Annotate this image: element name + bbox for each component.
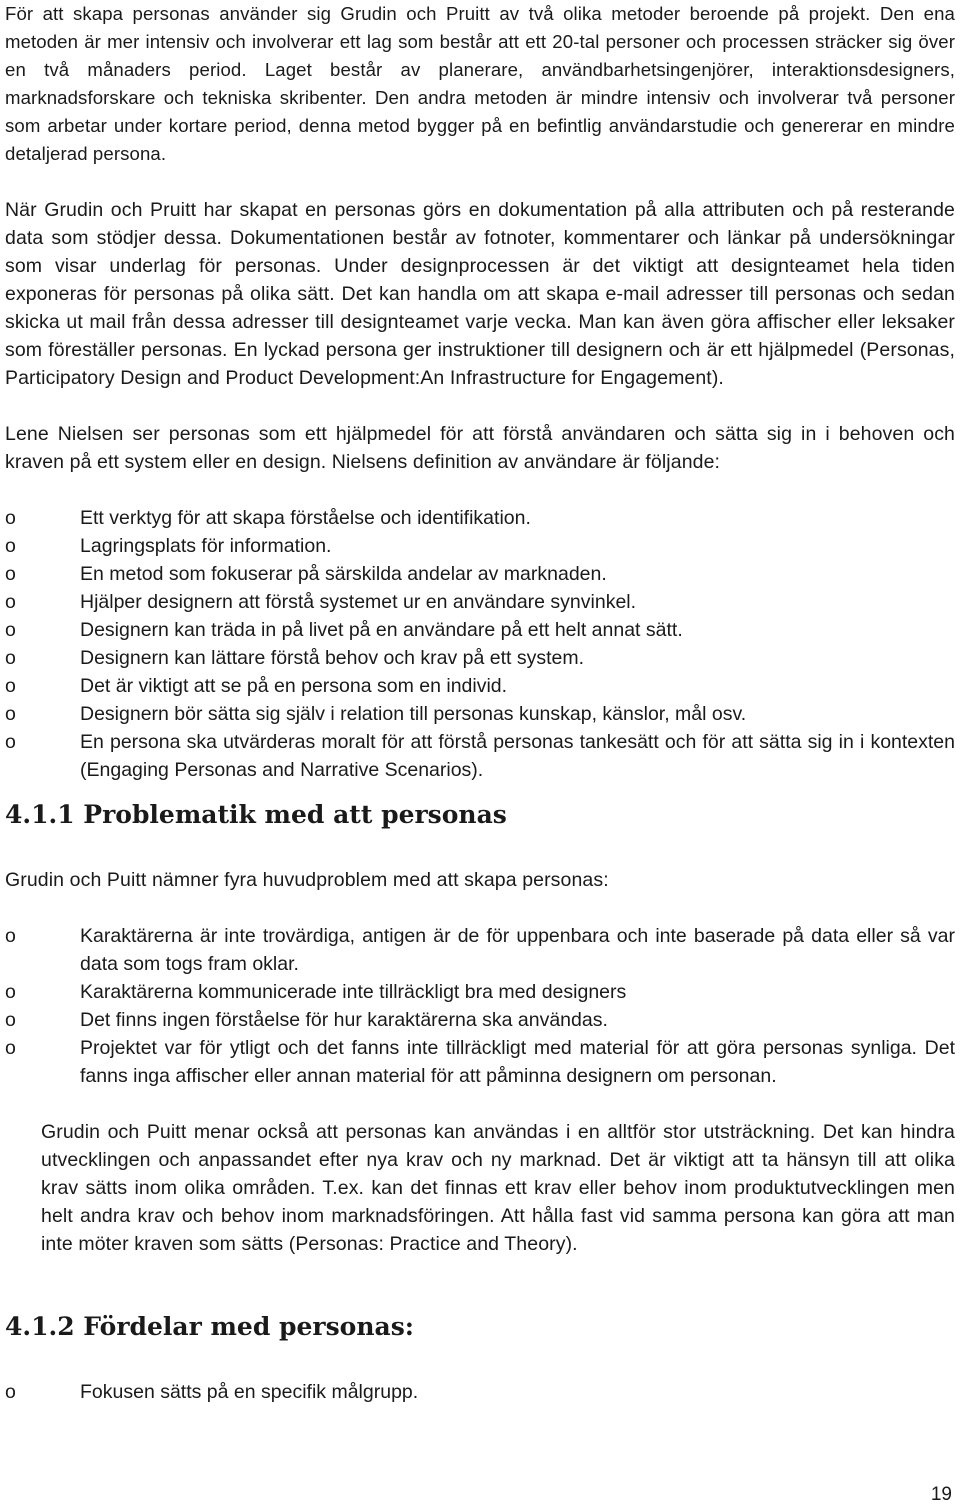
list-item: o Karaktärerna kommunicerade inte tillräckligt bra med designers [5,978,955,1006]
list-item: o Hjälper designern att förstå systemet ur en användare synvinkel. [5,588,955,616]
section-heading-fordelar: 4.1.2 Fördelar med personas: [5,1312,415,1341]
bullet-icon: o [5,1037,16,1059]
paragraph-problems-intro: Grudin och Puitt nämner fyra huvudproblem med att skapa personas: [5,869,609,891]
list-item: o Karaktärerna är inte trovärdiga, antigen är de för uppenbara och inte baserade på data eller så var data som togs fram oklar. [5,922,955,978]
page-number: 19 [930,1484,952,1505]
section-heading-problematik: 4.1.1 Problematik med att personas [5,800,507,829]
bullet-icon: o [5,1381,16,1403]
list-item: o Lagringsplats för information. [5,532,955,560]
list-item: o En metod som fokuserar på särskilda andelar av marknaden. [5,560,955,588]
list-item: o En persona ska utvärderas moralt för att förstå personas tankesätt och för att sätta sig in i kontexten (Engaging Personas and Narrative Scenarios). [5,728,955,784]
bullet-icon: o [5,619,16,641]
advantages-list [5,1378,955,1406]
list-item: o Det är viktigt att se på en persona som en individ. [5,672,955,700]
bullet-icon: o [5,731,16,753]
paragraph-overuse: Grudin och Puitt menar också att personas kan användas i en alltför stor utsträckning. Det kan hindra utvecklingen och anpassandet efter nya krav och ny marknad. Det är viktigt att ta hänsyn till att olika krav sätts inom olika områden. T.ex. kan det finnas ett krav eller behov inom produktutvecklingen men helt andra krav och behov inom marknadsföringen. Att hålla fast vid samma persona kan göra att man inte möter kraven som sätts (Personas: Practice and Theory). [41,1121,955,1255]
list-item: o Fokusen sätts på en specifik målgrupp. [5,1378,955,1406]
paragraph-documentation: När Grudin och Pruitt har skapat en personas görs en dokumentation på alla attributen och på resterande data som stödjer dessa. Dokumentationen består av fotnoter, kommentarer och länkar på undersökningar som visar underlag för personas. Under designprocessen är det viktigt att designteamet hela tiden exponeras för personas på olika sätt. Det kan handla om att skapa e-mail adresser till personas och sedan skicka ut mail från dessa adresser till designteamet varje vecka. Man kan även göra affischer eller leksaker som föreställer personas. En lyckad persona ger instruktioner till designern och är ett hjälpmedel (Personas, Participatory Design and Product Development:An Infrastructure for Engagement). [5,199,955,389]
list-item: o Projektet var för ytligt och det fanns inte tillräckligt med material för att göra personas synliga. Det fanns inga affischer eller annan material för att påminna designern om personan. [5,1034,955,1090]
list-item: o Designern kan träda in på livet på en användare på ett helt annat sätt. [5,616,955,644]
bullet-icon: o [5,535,16,557]
definition-list [5,504,955,784]
bullet-icon: o [5,925,16,947]
bullet-icon: o [5,507,16,529]
bullet-icon: o [5,703,16,725]
bullet-icon: o [5,675,16,697]
list-item: o Designern bör sätta sig själv i relation till personas kunskap, känslor, mål osv. [5,700,955,728]
bullet-icon: o [5,647,16,669]
paragraph-methods: För att skapa personas använder sig Grudin och Pruitt av två olika metoder beroende på projekt. Den ena metoden är mer intensiv och involverar ett lag som består att ett 20-tal personer och processen sträcker sig över en två månaders period. Laget består av planerare, användbarhetsingenjörer, interaktionsdesigners, marknadsforskare och tekniska skribenter. Den andra metoden är mindre intensiv och involverar två personer som arbetar under kortare period, denna metod bygger på en befintlig användarstudie och genererar en mindre detaljerad persona. [5,3,955,164]
list-item: o Ett verktyg för att skapa förståelse och identifikation. [5,504,955,532]
bullet-icon: o [5,591,16,613]
problems-list [5,922,955,1090]
bullet-icon: o [5,563,16,585]
paragraph-nielsen: Lene Nielsen ser personas som ett hjälpmedel för att förstå användaren och sätta sig in i behoven och kraven på ett system eller en design. Nielsens definition av användare är följande: [5,423,955,473]
list-item: o Designern kan lättare förstå behov och krav på ett system. [5,644,955,672]
list-item: o Det finns ingen förståelse för hur karaktärerna ska användas. [5,1006,955,1034]
bullet-icon: o [5,981,16,1003]
bullet-icon: o [5,1009,16,1031]
page-content [5,0,955,1406]
